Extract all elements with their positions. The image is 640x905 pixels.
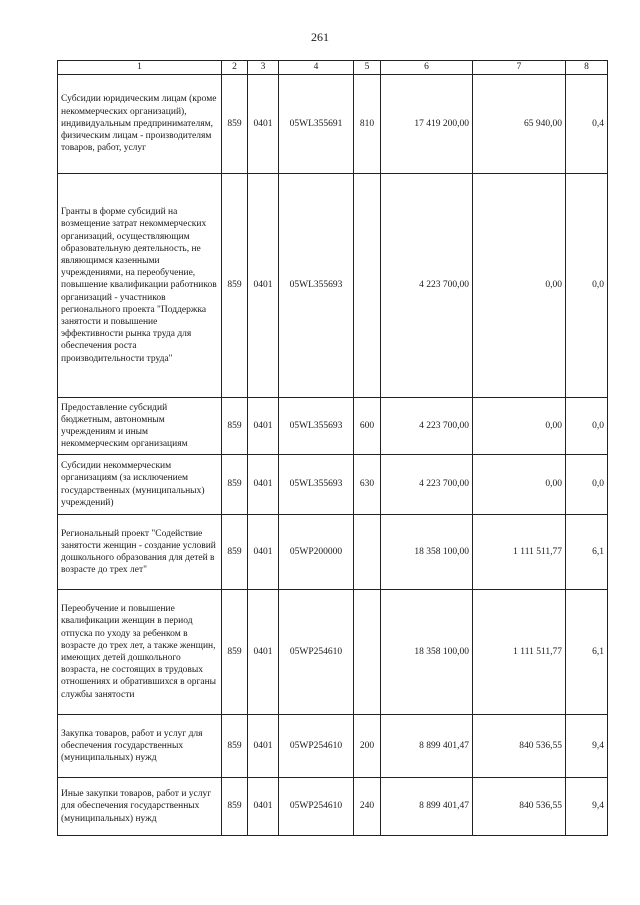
row-vr: 200 — [354, 715, 381, 778]
row-fact: 0,00 — [473, 398, 566, 455]
row-name: Переобучение и повышение квалификации женщин в период отпуска по уходу за ребенком в возрасте до трех лет, а также женщин, имеющих детей дошкольного возраста, не состоящих в трудовых отношениях и обратившихся в органы службы занятости — [58, 590, 222, 715]
row-ved: 859 — [222, 715, 248, 778]
row-pct: 6,1 — [566, 590, 608, 715]
row-csr: 05WP254610 — [279, 715, 354, 778]
row-csr: 05WL355693 — [279, 174, 354, 398]
header-col-4: 4 — [279, 61, 354, 75]
header-col-1: 1 — [58, 61, 222, 75]
row-rz: 0401 — [248, 590, 279, 715]
row-plan: 18 358 100,00 — [381, 590, 473, 715]
row-plan: 8 899 401,47 — [381, 715, 473, 778]
table-row — [58, 590, 608, 715]
row-vr: 240 — [354, 778, 381, 836]
row-name: Субсидии некоммерческим организациям (за исключением государственных (муниципальных) учреждений) — [58, 455, 222, 515]
row-name: Предоставление субсидий бюджетным, автономным учреждениям и иным некоммерческим организациям — [58, 398, 222, 455]
table-row — [58, 75, 608, 174]
row-fact: 65 940,00 — [473, 75, 566, 174]
row-plan: 4 223 700,00 — [381, 174, 473, 398]
table-row — [58, 174, 608, 398]
row-pct: 0,0 — [566, 174, 608, 398]
row-ved: 859 — [222, 398, 248, 455]
row-fact: 0,00 — [473, 455, 566, 515]
row-pct: 9,4 — [566, 715, 608, 778]
row-csr: 05WP254610 — [279, 778, 354, 836]
row-ved: 859 — [222, 515, 248, 590]
table-row — [58, 715, 608, 778]
row-vr — [354, 590, 381, 715]
table-row — [58, 398, 608, 455]
row-pct: 6,1 — [566, 515, 608, 590]
page-number: 261 — [311, 30, 329, 44]
row-fact: 1 111 511,77 — [473, 590, 566, 715]
row-vr: 810 — [354, 75, 381, 174]
row-csr: 05WP200000 — [279, 515, 354, 590]
header-col-3: 3 — [248, 61, 279, 75]
row-plan: 4 223 700,00 — [381, 455, 473, 515]
row-name: Иные закупки товаров, работ и услуг для обеспечения государственных (муниципальных) нужд — [58, 778, 222, 836]
row-rz: 0401 — [248, 75, 279, 174]
row-fact: 840 536,55 — [473, 778, 566, 836]
row-ved: 859 — [222, 75, 248, 174]
row-rz: 0401 — [248, 174, 279, 398]
row-vr: 630 — [354, 455, 381, 515]
row-rz: 0401 — [248, 455, 279, 515]
row-vr — [354, 515, 381, 590]
row-rz: 0401 — [248, 715, 279, 778]
row-csr: 05WL355691 — [279, 75, 354, 174]
row-fact: 0,00 — [473, 174, 566, 398]
header-col-2: 2 — [222, 61, 248, 75]
row-ved: 859 — [222, 778, 248, 836]
row-csr: 05WL355693 — [279, 455, 354, 515]
row-pct: 0,0 — [566, 455, 608, 515]
row-pct: 0,4 — [566, 75, 608, 174]
row-fact: 840 536,55 — [473, 715, 566, 778]
row-vr: 600 — [354, 398, 381, 455]
table-row — [58, 455, 608, 515]
header-col-7: 7 — [473, 61, 566, 75]
row-rz: 0401 — [248, 398, 279, 455]
row-vr — [354, 174, 381, 398]
header-col-5: 5 — [354, 61, 381, 75]
table-row — [58, 778, 608, 836]
row-pct: 9,4 — [566, 778, 608, 836]
row-name: Региональный проект "Содействие занятости женщин - создание условий дошкольного образования для детей в возрасте до трех лет" — [58, 515, 222, 590]
row-fact: 1 111 511,77 — [473, 515, 566, 590]
header-row — [58, 61, 608, 75]
row-pct: 0,0 — [566, 398, 608, 455]
row-name: Закупка товаров, работ и услуг для обеспечения государственных (муниципальных) нужд — [58, 715, 222, 778]
row-plan: 4 223 700,00 — [381, 398, 473, 455]
budget-table — [57, 60, 608, 836]
header-col-6: 6 — [381, 61, 473, 75]
row-rz: 0401 — [248, 515, 279, 590]
row-ved: 859 — [222, 455, 248, 515]
row-ved: 859 — [222, 174, 248, 398]
row-plan: 18 358 100,00 — [381, 515, 473, 590]
header-col-8: 8 — [566, 61, 608, 75]
row-name: Субсидии юридическим лицам (кроме некоммерческих организаций), индивидуальным предпринимателям, физическим лицам - производителям товаров, работ, услуг — [58, 75, 222, 174]
table-row — [58, 515, 608, 590]
row-csr: 05WP254610 — [279, 590, 354, 715]
row-ved: 859 — [222, 590, 248, 715]
row-plan: 17 419 200,00 — [381, 75, 473, 174]
row-name: Гранты в форме субсидий на возмещение затрат некоммерческих организаций, осуществляющим образовательную деятельность, не являющимся казенными учреждениями, на переобучение, повышение квалификации работников организаций - участников регионального проекта "Поддержка занятости и повышение эффективности рынка труда для обеспечения роста производительности труда" — [58, 174, 222, 398]
row-csr: 05WL355693 — [279, 398, 354, 455]
row-rz: 0401 — [248, 778, 279, 836]
row-plan: 8 899 401,47 — [381, 778, 473, 836]
